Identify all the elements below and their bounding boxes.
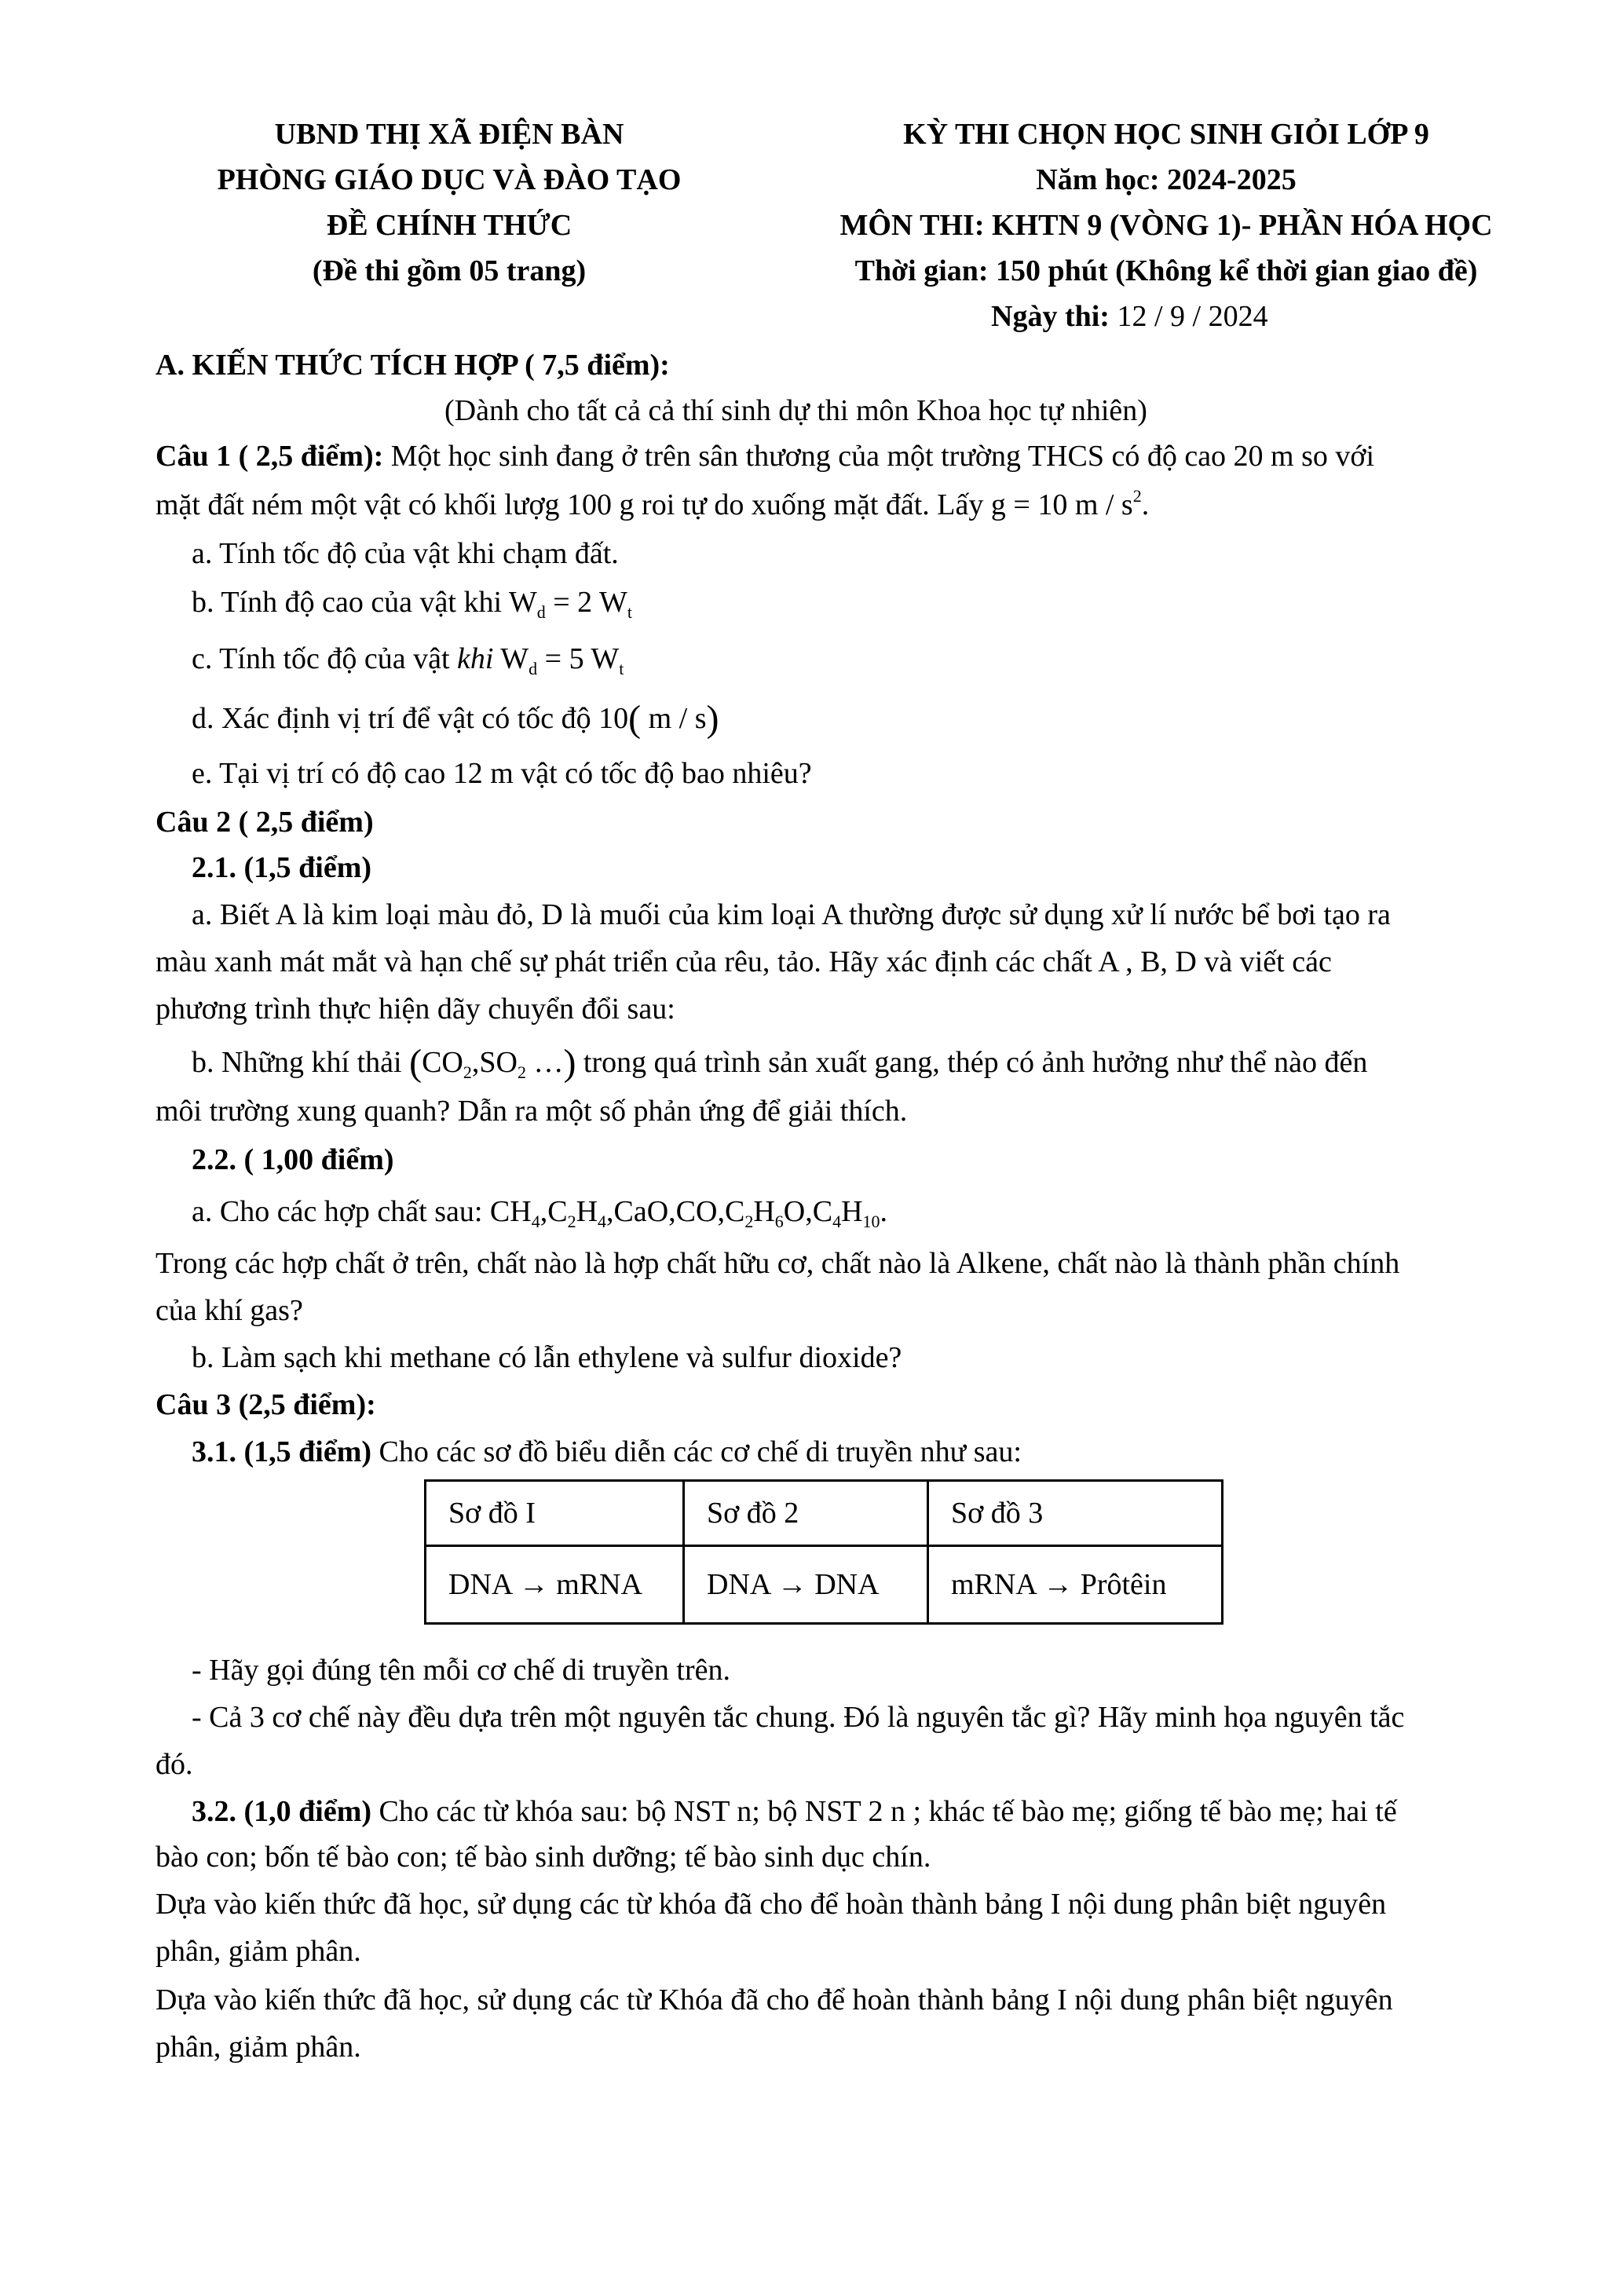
header-official-label: ĐỀ CHÍNH THỨC [326,209,572,242]
q2-1-b-paren-close: ) [563,1042,576,1084]
q2-1-b-co: CO [422,1046,463,1079]
q3-2-line-5: Dựa vào kiến thức đã học, sử dụng các từ Khóa đã cho để hoàn thành bảng I nội dung phân biệt nguyên [155,1983,1393,2016]
q3-bullet-1: - Hãy gọi đúng tên mỗi cơ chế di truyền trên. [192,1654,730,1687]
formula-sub: 4 [531,1212,540,1231]
header-authority: UBND THỊ XÃ ĐIỆN BÀN [274,118,624,151]
q3-label: Câu 3 (2,5 điểm): [155,1388,376,1421]
q2-2-label-line [192,1145,394,1175]
header-exam-name: KỲ THI CHỌN HỌC SINH GIỎI LỚP 9 [903,118,1429,151]
q2-1-b-dots: … [525,1046,564,1079]
q1-part-b-w: W [508,586,537,619]
q1-part-b-eq: = 2 W [545,586,627,619]
q1-line-1 [155,441,1374,471]
q1-part-b [192,586,632,622]
q2-1-a-line-2-end: và viết các [1196,945,1332,978]
header-page-count: (Đề thi gồm 05 trang) [312,254,587,287]
q1-part-d-unit: m / s [641,702,707,735]
formula-part: O,C [783,1195,833,1228]
q3-1-line [192,1437,1022,1467]
q2-label: Câu 2 ( 2,5 điểm) [155,806,374,839]
q2-2-b: b. Làm sạch khi methane có lẫn ethylene và sulfur dioxide? [192,1341,902,1374]
formula-sub: 4 [832,1212,842,1231]
q1-part-b-sub-t: t [627,602,632,622]
q2-1-b-so: ,SO [471,1046,518,1079]
q1-part-c-sub-d: d [529,659,538,678]
q1-part-c-w: W [493,642,529,675]
q1-g-expression: g = 10 m / s [990,488,1133,521]
formula-sub: 6 [774,1212,784,1231]
q2-2-a-line-3: của khí gas? [155,1294,303,1327]
q2-2-points: ( 1,00 điểm) [236,1143,394,1176]
q1-part-b-sub-d: d [536,602,546,622]
q2-1-b-line-1 [192,1044,1367,1082]
formula-part: H [753,1195,775,1228]
table-header-cell: Sơ đồ 3 [928,1481,1223,1546]
q1-label: Câu 1 ( 2,5 điểm): [155,440,384,473]
q2-1-a-line-2 [155,947,1332,977]
q2-1-b-start: b. Những khí thải [192,1046,410,1079]
q1-text-2: mặt đất ném một vật có khối lượg 100 g roi tự do xuống mặt đất. Lấy [155,488,991,521]
q2-1-a-line-3: phương trình thực hiện dãy chuyển đổi sau: [155,993,675,1026]
formula-sub: 4 [598,1212,607,1231]
exam-date-label: Ngày thi: [991,300,1110,333]
q2-1-a-line-2-bd: B, D [1140,945,1197,978]
header-school-year: Năm học: 2024-2025 [1036,163,1297,196]
q2-1-label: 2.1. (1,5 điểm) [192,851,372,884]
header-department: PHÒNG GIÁO DỤC VÀ ĐÀO TẠO [217,163,682,196]
q1-part-d-text: d. Xác định vị trí để vật có tốc độ 10 [192,702,629,735]
q1-part-c [192,642,624,678]
q3-2-line-1 [192,1797,1397,1826]
table-row [426,1481,1223,1546]
q1-part-d-paren-open: ( [628,698,642,740]
q3-1-label: 3.1. (1,5 điểm) [192,1435,372,1468]
q1-part-d-paren-close: ) [706,698,719,740]
q2-1-b-so-sub: 2 [517,1062,526,1082]
q1-part-e: e. Tại vị trí có độ cao 12 m vật có tốc độ bao nhiêu? [192,757,812,790]
formula-part: ,CaO,CO,C [606,1195,745,1228]
q2-2-a-line-2: Trong các hợp chất ở trên, chất nào là hợp chất hữu cơ, chất nào là Alkene, chất nào là thành phần chính [155,1247,1400,1280]
q1-line-2: mặt đất ném một vật có khối lượg 100 g roi tự do xuống mặt đất. Lấy g = 10 m / $s^2$. [155,486,1150,521]
q1-part-c-eq: = 5 W [537,642,620,675]
table-row [426,1546,1223,1624]
formula-part: CH [489,1195,532,1228]
header-exam-date [991,302,1268,331]
table-cell: DNA → mRNA [426,1546,684,1624]
table-cell: DNA → DNA [684,1546,928,1624]
q3-bullet-2-end: đó. [155,1748,193,1781]
q2-2-a-start: a. Cho các hợp chất sau: [192,1195,490,1228]
q3-1-text: Cho các sơ đồ biểu diễn các cơ chế di truyền như sau: [371,1435,1022,1468]
header-subject: MÔN THI: KHTN 9 (VÒNG 1)- PHẦN HÓA HỌC [839,209,1493,242]
q1-part-a: a. Tính tốc độ của vật khi chạm đất. [192,537,619,570]
formula-sub: 2 [567,1212,576,1231]
q1-part-b-text: b. Tính độ cao của vật khi [192,586,509,619]
q1-part-c-khi: khi [457,642,494,675]
q1-part-c-text: c. Tính tốc độ của vật [192,642,458,675]
formula-part: . [880,1195,888,1228]
q2-1-b-paren-open: ( [409,1042,422,1084]
section-a-title: A. KIẾN THỨC TÍCH HỢP ( 7,5 điểm): [155,349,670,382]
q1-g-exponent: 2 [1132,486,1142,506]
q2-1-b-line-2: môi trường xung quanh? Dẫn ra một số phản ứng để giải thích. [155,1095,908,1128]
header-duration: Thời gian: 150 phút (Không kể thời gian giao đề) [854,254,1478,287]
q3-2-line-6: phân, giảm phân. [155,2031,361,2064]
genetic-mechanism-table [424,1479,1223,1625]
q2-2-label: 2.2. [192,1143,236,1176]
formula-sub: 10 [862,1212,880,1231]
q3-bullet-2: - Cả 3 cơ chế này đều dựa trên một nguyên tắc chung. Đó là nguyên tắc gì? Hãy minh họa nguyên tắc [192,1701,1405,1734]
q3-2-text-1: Cho các từ khóa sau: bộ NST n; bộ NST 2 n ; khác tế bào mẹ; giống tế bào mẹ; hai tế [371,1795,1397,1828]
q3-2-label: 3.2. (1,0 điểm) [192,1795,372,1828]
table-header-cell: Sơ đồ I [426,1481,684,1546]
q2-1-b-co-sub: 2 [463,1062,472,1082]
q2-1-a-line-2-text: màu xanh mát mắt và hạn chế sự phát triển của rêu, tảo. Hãy xác định các chất A , [155,945,1141,978]
table-cell: mRNA → Prôtêin [928,1546,1223,1624]
exam-date-value: 12 / 9 / 2024 [1117,300,1268,333]
q2-2-a-line-1 [192,1195,888,1231]
q2-1-b-end: trong quá trình sản xuất gang, thép có ảnh hưởng như thể nào đến [576,1046,1368,1079]
formula-part: H [576,1195,598,1228]
q3-2-line-2: bào con; bốn tế bào con; tế bào sinh dưỡng; tế bào sinh dục chín. [155,1841,931,1874]
q1-part-d [192,700,719,738]
formula-part: H [841,1195,863,1228]
q2-1-a-line-1: a. Biết A là kim loại màu đỏ, D là muối của kim loại A thường được sử dụng xử lí nước bể bơi tạo ra [192,898,1391,931]
q3-2-line-4: phân, giảm phân. [155,1935,361,1968]
q3-2-line-3: Dựa vào kiến thức đã học, sử dụng các từ khóa đã cho để hoàn thành bảng I nội dung phân biệt nguyên [155,1888,1387,1921]
q1-part-c-sub-t: t [619,659,624,678]
table-header-cell: Sơ đồ 2 [684,1481,928,1546]
q1-text-1: Một học sinh đang ở trên sân thương của một trường THCS có độ cao 20 m so với [383,440,1375,473]
formula-sub: 2 [744,1212,754,1231]
section-a-subtitle: (Dành cho tất cả cả thí sinh dự thi môn Khoa học tự nhiên) [444,394,1147,427]
formula-part: ,C [540,1195,568,1228]
